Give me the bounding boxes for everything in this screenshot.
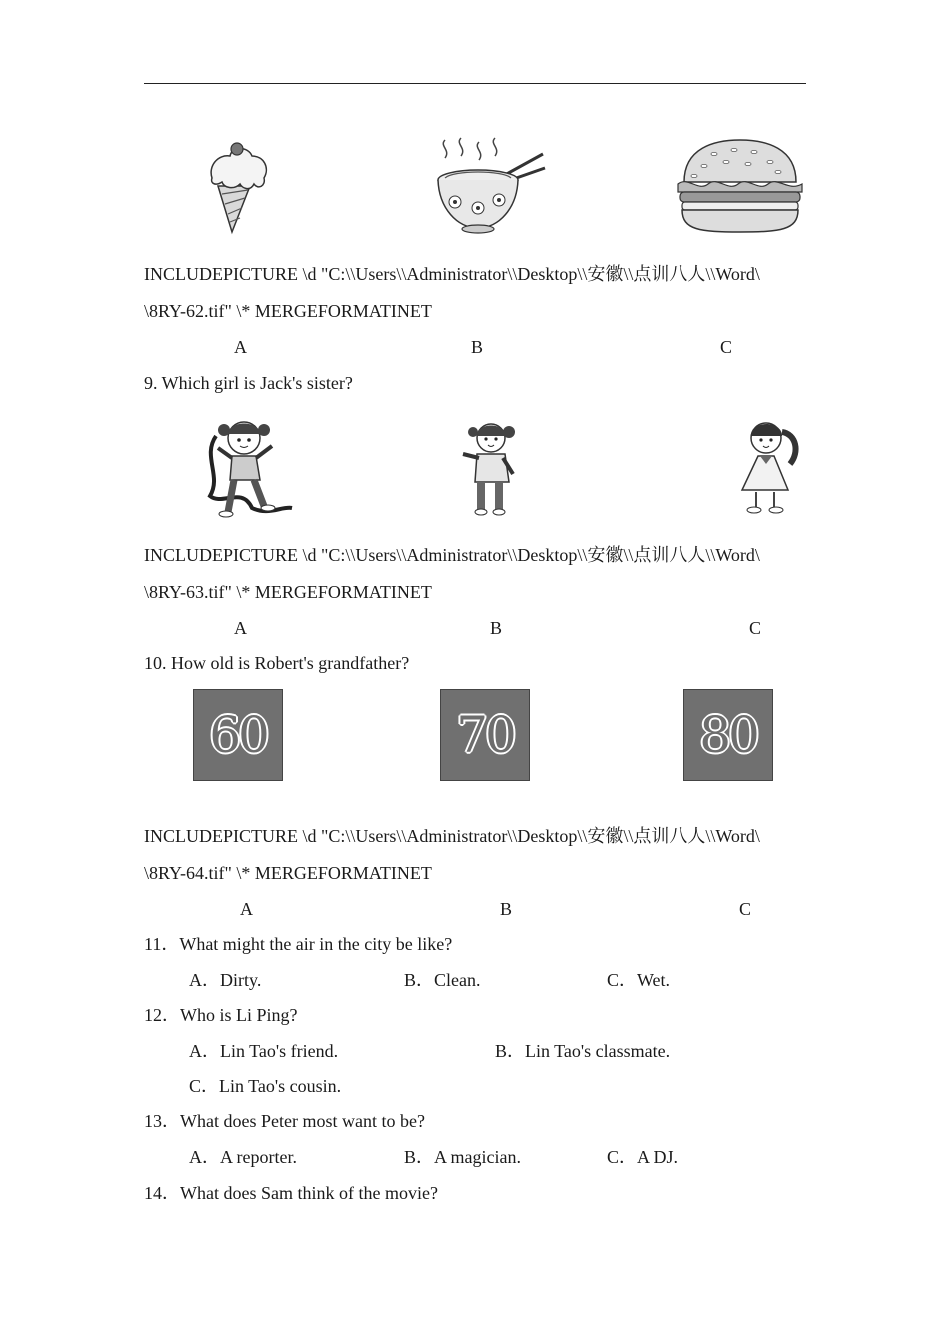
header-rule: [144, 83, 806, 84]
age-card-70: [440, 689, 530, 781]
option-a: A．Dirty.: [189, 970, 262, 990]
question-12: 12．Who is Li Ping?: [144, 1005, 298, 1025]
question-9: 9. Which girl is Jack's sister?: [144, 373, 353, 393]
field-code-line-2: \8RY-63.tif" \* MERGEFORMATINET: [144, 582, 432, 602]
girl-in-dress-icon: [732, 416, 806, 518]
picture-label-c: C: [749, 618, 762, 638]
age-card-80: [683, 689, 773, 781]
field-code-line-1: INCLUDEPICTURE \d "C:\\Users\\Administrator\\Desktop\\安徽\\点训八人\\Word\: [144, 264, 760, 284]
option-c: C．Wet.: [607, 970, 671, 990]
question-10: 10. How old is Robert's grandfather?: [144, 653, 410, 673]
picture-label-a: A: [240, 899, 253, 919]
field-code-line-1: INCLUDEPICTURE \d "C:\\Users\\Administrator\\Desktop\\安徽\\点训八人\\Word\: [144, 545, 760, 565]
age-number: 70: [456, 706, 514, 764]
option-a: A．Lin Tao's friend.: [189, 1041, 339, 1061]
age-number: 60: [209, 706, 267, 764]
picture-label-a: A: [234, 618, 247, 638]
option-c: C．A DJ.: [607, 1147, 679, 1167]
age-number: 80: [699, 706, 757, 764]
option-b: B．Clean.: [404, 970, 481, 990]
picture-label-b: B: [500, 899, 513, 919]
question-13: 13．What does Peter most want to be?: [144, 1111, 425, 1131]
option-b: B．Lin Tao's classmate.: [495, 1041, 671, 1061]
picture-label-c: C: [720, 337, 733, 357]
option-c: C．Lin Tao's cousin.: [189, 1076, 342, 1096]
picture-label-a: A: [234, 337, 247, 357]
field-code-line-2: \8RY-64.tif" \* MERGEFORMATINET: [144, 863, 432, 883]
field-code-line-2: \8RY-62.tif" \* MERGEFORMATINET: [144, 301, 432, 321]
field-code-line-1: INCLUDEPICTURE \d "C:\\Users\\Administrator\\Desktop\\安徽\\点训八人\\Word\: [144, 826, 760, 846]
option-b: B．A magician.: [404, 1147, 521, 1167]
picture-label-b: B: [471, 337, 484, 357]
ice-cream-icon: [204, 138, 274, 236]
girl-pointing-icon: [455, 418, 523, 518]
girl-dancing-ribbon-icon: [202, 416, 296, 518]
picture-label-b: B: [490, 618, 503, 638]
question-11: 11．What might the air in the city be like?: [144, 934, 453, 954]
hamburger-icon: [674, 138, 806, 236]
picture-label-c: C: [739, 899, 752, 919]
age-card-60: [193, 689, 283, 781]
option-a: A．A reporter.: [189, 1147, 297, 1167]
noodle-bowl-icon: [433, 136, 549, 236]
question-14: 14．What does Sam think of the movie?: [144, 1183, 438, 1203]
